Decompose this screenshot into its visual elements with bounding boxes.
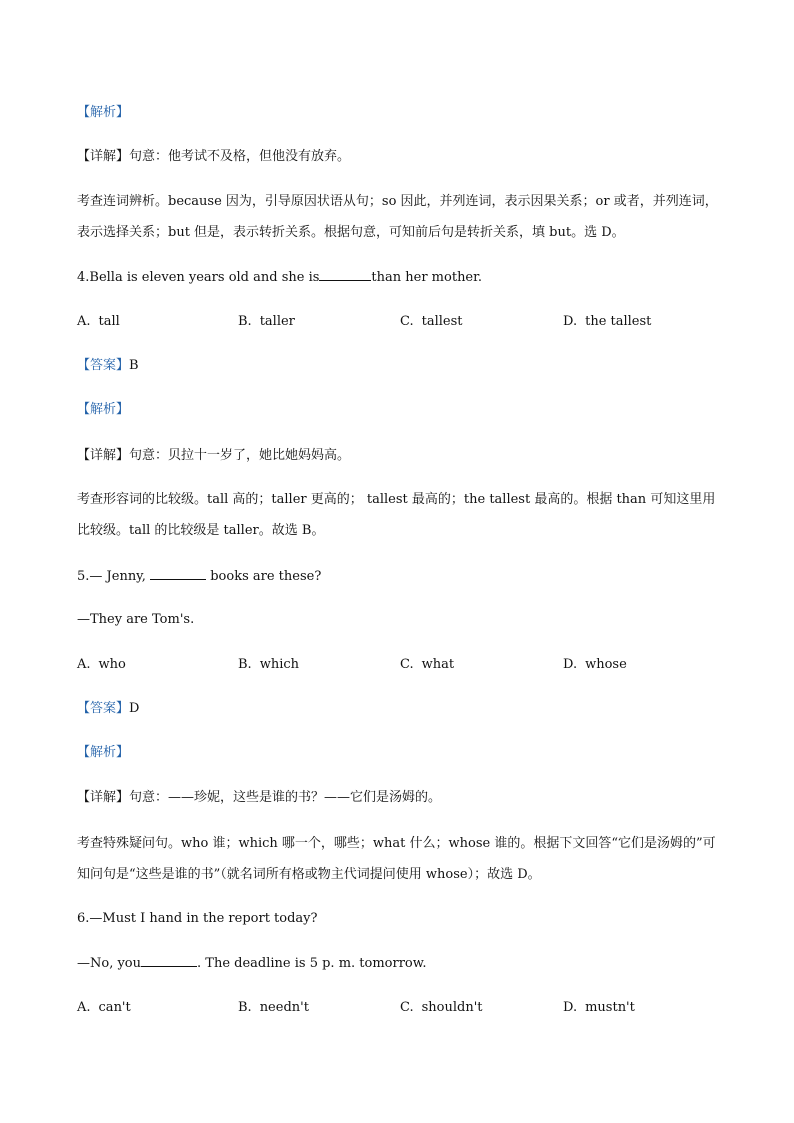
options-q4 <box>77 313 723 331</box>
answer-q5 <box>77 700 139 718</box>
option-d-q6: D. mustn't <box>563 1000 635 1015</box>
option-d-q4: D. the tallest <box>563 314 652 329</box>
stem-before-q4: 4.Bella is eleven years old and she is <box>77 270 320 285</box>
option-c-q5: C. what <box>400 657 455 672</box>
answer-blank-q5 <box>150 567 206 580</box>
question-stem-q4 <box>77 268 482 287</box>
option-a-q5: A. who <box>77 657 126 672</box>
explanation-q3: 考查连词辨析。because 因为，引导原因状语从句；so 因此，并列连词，表示因果关系；or 或者，并列连词，表示选择关系；but 但是，表示转折关系。根据句意，可知前后句是转折关系，填 but。选 D。 <box>77 194 718 240</box>
answer-value-q4: B <box>129 358 139 373</box>
detail-label-q4: 【详解】 <box>77 448 130 463</box>
option-b-q6: B. needn't <box>238 1000 309 1015</box>
analysis-label-q5: 【解析】 <box>77 745 130 760</box>
detail-text-q4: 句意：贝拉十一岁了，她比她妈妈高。 <box>129 448 351 463</box>
option-d-q5: D. whose <box>563 657 627 672</box>
answer-label-q5: 【答案】 <box>77 701 130 716</box>
answer-blank-q6 <box>141 954 197 967</box>
explanation-q5: 考查特殊疑问句。who 谁；which 哪一个，哪些；what 什么；whose 谁的。根据下文回答“它们是汤姆的”可知问句是“这些是谁的书”（就名词所有格或物主代词提问使用 whose）；故选 D。 <box>77 836 716 882</box>
options-q5 <box>77 656 723 674</box>
reply-q5: —They are Tom's. <box>77 612 195 627</box>
option-a-q4: A. tall <box>77 314 120 329</box>
detail-q5 <box>77 789 441 807</box>
analysis-label-q4: 【解析】 <box>77 402 130 417</box>
reply-after-q6: . The deadline is 5 p. m. tomorrow. <box>197 956 427 971</box>
detail-label-q3: 【详解】 <box>77 149 130 164</box>
reply-q6 <box>77 954 426 973</box>
detail-text-q5: 句意：——珍妮，这些是谁的书？——它们是汤姆的。 <box>129 790 442 805</box>
question-stem-q5 <box>77 567 321 586</box>
option-a-q6: A. can't <box>77 1000 131 1015</box>
option-c-q6: C. shouldn't <box>400 1000 483 1015</box>
detail-text-q3: 句意：他考试不及格，但他没有放弃。 <box>129 149 351 164</box>
stem-after-q5: books are these? <box>210 569 322 584</box>
option-c-q4: C. tallest <box>400 314 463 329</box>
stem-before-q5: 5.— Jenny, <box>77 569 146 584</box>
options-q6 <box>77 999 723 1017</box>
answer-label-q4: 【答案】 <box>77 358 130 373</box>
answer-q4 <box>77 357 139 375</box>
detail-q3 <box>77 148 350 166</box>
stem-after-q4: than her mother. <box>371 270 483 285</box>
explanation-q4: 考查形容词的比较级。tall 高的；taller 更高的； tallest 最高的；the tallest 最高的。根据 than 可知这里用比较级。tall 的比较级是 taller。故选 B。 <box>77 492 716 538</box>
option-b-q4: B. taller <box>238 314 295 329</box>
question-stem-q6: 6.—Must I hand in the report today? <box>77 911 318 926</box>
detail-q4 <box>77 447 350 465</box>
answer-blank-q4 <box>319 268 371 281</box>
detail-label-q5: 【详解】 <box>77 790 130 805</box>
answer-value-q5: D <box>129 701 140 716</box>
analysis-label-q3: 【解析】 <box>77 105 130 120</box>
reply-before-q6: —No, you <box>77 956 142 971</box>
option-b-q5: B. which <box>238 657 299 672</box>
